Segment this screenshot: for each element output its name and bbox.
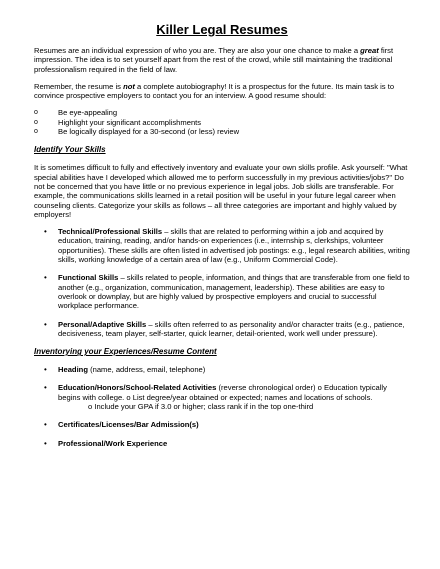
skill-name: Functional Skills	[58, 273, 119, 283]
content-item-education	[34, 383, 410, 411]
skills-paragraph: It is sometimes difficult to fully and effectively inventory and evaluate your own skills profile. Ask yourself: "What special abilities have I developed which allowed me to perform successfully in my previous activities/jobs?" Do not be concerned that you have little or no previous experience in legal jobs. Job skills are transferable. For example, the communications skills learned in a retail position will be useful in your future legal career when counseling clients. Categorize your skills as follows – all three categories are important and highly valued by employers!	[34, 163, 408, 219]
item-text: (reverse chronological order)	[216, 383, 318, 393]
item-label: Certificates/Licenses/Bar Admission(s)	[58, 420, 199, 430]
skill-name: Personal/Adaptive Skills	[58, 319, 147, 329]
skill-name: Technical/Professional Skills	[58, 227, 163, 237]
content-item-certificates	[34, 420, 410, 429]
item-text: (name, address, email, telephone)	[87, 365, 206, 375]
intro-paragraph-1	[34, 46, 410, 74]
intro-paragraph-2	[34, 82, 410, 101]
document-title: Killer Legal Resumes	[156, 22, 288, 37]
skill-text: – skills often referred to as personality and/or character traits (e.g., patience, decisiveness, team player, self-starter, quick learner, detail-oriented, work well under pressure).	[58, 319, 405, 338]
resume-should-list	[34, 108, 410, 136]
skills-list	[34, 227, 410, 338]
list-item: o Be logically displayed for a 30-second (or less) review	[34, 127, 410, 136]
item-label: Professional/Work Experience	[58, 438, 168, 448]
sub-item: o Include your GPA if 3.0 or higher; class rank if in the top one-third	[88, 402, 314, 412]
emphasis-not: not	[123, 81, 135, 91]
section-heading-inventory: Inventorying your Experiences/Resume Content	[34, 347, 217, 357]
skill-text: – skills that are related to performing within a job and acquired by education, training, reading, and/or hands-on experiences (i.e., internship s, clerkships, volunteer opportunities). These skills are often listed in advertised job postings: e.g., legal research abilities, writing skills, working knowledge of a certain area of law (e.g., Uniform Commercial Code).	[58, 227, 410, 265]
sub-item: o Education typically begins with college.	[58, 383, 387, 402]
item-label: Education/Honors/School-Related Activities	[58, 383, 217, 393]
resume-content-list	[34, 365, 410, 448]
skill-text: – skills related to people, information, and things that are transferable from one field to another (e.g., organization, communication, management, leadership). These abilities are easy to overlook or downplay, but are highly valued by prospective employers and crucial to successful workplace performance.	[58, 273, 410, 311]
emphasis-great: great	[360, 46, 379, 55]
intro-text: Remember, the resume is	[34, 81, 124, 91]
sub-item: o List degree/year obtained or expected; names and locations of schools.	[126, 392, 373, 402]
intro-text: Resumes are an individual expression of who you are. They are also your one chance to make a	[34, 46, 361, 55]
skill-item	[34, 273, 410, 310]
section-heading-skills: Identify Your Skills	[34, 145, 106, 155]
intro-text: a complete autobiography! It is a prospectus for the future. Its main task is to convince prospective employers to contact you for an interview. A good resume should:	[34, 81, 395, 101]
list-item: o Be eye-appealing	[34, 108, 410, 117]
skill-item	[34, 227, 410, 264]
content-item-professional	[34, 439, 410, 448]
intro-text: first impression. The idea is to set yourself apart from the rest of the crowd, while still maintaining the traditional professionalism required in the field of law.	[34, 46, 394, 74]
content-item-heading	[34, 365, 410, 374]
skill-item	[34, 320, 410, 339]
list-item: o Highlight your significant accomplishments	[34, 118, 410, 127]
item-label: Heading	[58, 365, 88, 375]
